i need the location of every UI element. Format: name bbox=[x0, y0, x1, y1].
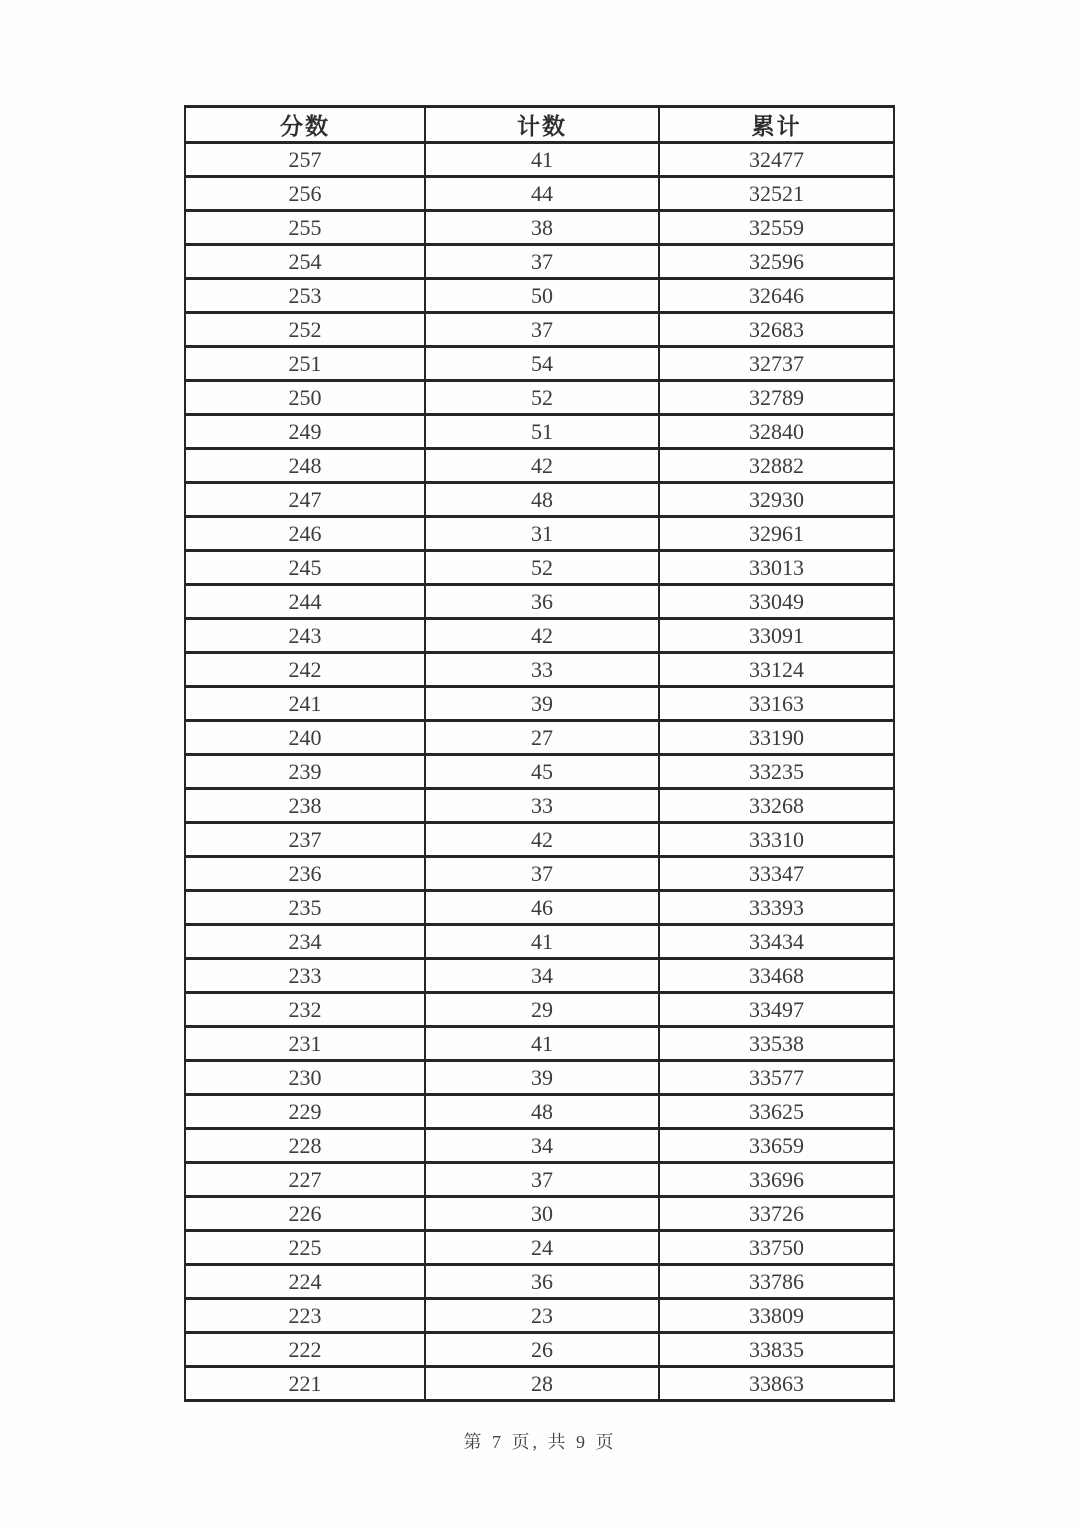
table-row bbox=[185, 551, 894, 585]
count-cell: 42 bbox=[425, 823, 659, 857]
score-cell: 231 bbox=[185, 1027, 425, 1061]
count-cell: 34 bbox=[425, 959, 659, 993]
score-cell: 221 bbox=[185, 1367, 425, 1401]
count-cell: 45 bbox=[425, 755, 659, 789]
count-cell: 50 bbox=[425, 279, 659, 313]
table-row bbox=[185, 1061, 894, 1095]
table-row bbox=[185, 891, 894, 925]
cumulative-cell: 33863 bbox=[659, 1367, 894, 1401]
header-score: 分数 bbox=[185, 107, 425, 143]
table-row bbox=[185, 313, 894, 347]
cumulative-cell: 32477 bbox=[659, 143, 894, 177]
cumulative-cell: 32930 bbox=[659, 483, 894, 517]
table-row bbox=[185, 1197, 894, 1231]
table-row bbox=[185, 347, 894, 381]
count-cell: 36 bbox=[425, 585, 659, 619]
cumulative-cell: 33786 bbox=[659, 1265, 894, 1299]
cumulative-cell: 33268 bbox=[659, 789, 894, 823]
count-cell: 51 bbox=[425, 415, 659, 449]
score-cell: 223 bbox=[185, 1299, 425, 1333]
table-row bbox=[185, 1367, 894, 1401]
score-cell: 257 bbox=[185, 143, 425, 177]
score-cell: 241 bbox=[185, 687, 425, 721]
score-cell: 253 bbox=[185, 279, 425, 313]
count-cell: 52 bbox=[425, 381, 659, 415]
score-cell: 224 bbox=[185, 1265, 425, 1299]
score-cell: 248 bbox=[185, 449, 425, 483]
header-cumulative: 累计 bbox=[659, 107, 894, 143]
table-row bbox=[185, 959, 894, 993]
score-cell: 254 bbox=[185, 245, 425, 279]
score-cell: 240 bbox=[185, 721, 425, 755]
cumulative-cell: 33163 bbox=[659, 687, 894, 721]
count-cell: 26 bbox=[425, 1333, 659, 1367]
table-row bbox=[185, 1299, 894, 1333]
cumulative-cell: 33434 bbox=[659, 925, 894, 959]
count-cell: 27 bbox=[425, 721, 659, 755]
table-row bbox=[185, 177, 894, 211]
table-row bbox=[185, 1129, 894, 1163]
cumulative-cell: 33124 bbox=[659, 653, 894, 687]
cumulative-cell: 32840 bbox=[659, 415, 894, 449]
count-cell: 41 bbox=[425, 143, 659, 177]
score-cell: 236 bbox=[185, 857, 425, 891]
count-cell: 30 bbox=[425, 1197, 659, 1231]
cumulative-cell: 33468 bbox=[659, 959, 894, 993]
table-row bbox=[185, 483, 894, 517]
table-body bbox=[185, 143, 894, 1401]
table-row bbox=[185, 993, 894, 1027]
count-cell: 28 bbox=[425, 1367, 659, 1401]
score-cell: 237 bbox=[185, 823, 425, 857]
count-cell: 41 bbox=[425, 1027, 659, 1061]
table-row bbox=[185, 211, 894, 245]
score-cell: 249 bbox=[185, 415, 425, 449]
cumulative-cell: 32961 bbox=[659, 517, 894, 551]
table-row bbox=[185, 517, 894, 551]
cumulative-cell: 33835 bbox=[659, 1333, 894, 1367]
table-row bbox=[185, 755, 894, 789]
count-cell: 48 bbox=[425, 483, 659, 517]
count-cell: 42 bbox=[425, 619, 659, 653]
score-cell: 226 bbox=[185, 1197, 425, 1231]
count-cell: 29 bbox=[425, 993, 659, 1027]
count-cell: 37 bbox=[425, 245, 659, 279]
cumulative-cell: 33190 bbox=[659, 721, 894, 755]
table-row bbox=[185, 585, 894, 619]
table-row bbox=[185, 449, 894, 483]
table-row bbox=[185, 687, 894, 721]
score-cell: 225 bbox=[185, 1231, 425, 1265]
table-row bbox=[185, 381, 894, 415]
score-cell: 246 bbox=[185, 517, 425, 551]
table-row bbox=[185, 653, 894, 687]
cumulative-cell: 33809 bbox=[659, 1299, 894, 1333]
cumulative-cell: 32789 bbox=[659, 381, 894, 415]
header-count: 计数 bbox=[425, 107, 659, 143]
score-cell: 229 bbox=[185, 1095, 425, 1129]
cumulative-cell: 33659 bbox=[659, 1129, 894, 1163]
count-cell: 31 bbox=[425, 517, 659, 551]
score-cell: 255 bbox=[185, 211, 425, 245]
cumulative-cell: 33577 bbox=[659, 1061, 894, 1095]
score-cell: 230 bbox=[185, 1061, 425, 1095]
score-cell: 239 bbox=[185, 755, 425, 789]
page-number-footer: 第 7 页, 共 9 页 bbox=[463, 1432, 617, 1452]
cumulative-cell: 32646 bbox=[659, 279, 894, 313]
table-row bbox=[185, 721, 894, 755]
count-cell: 39 bbox=[425, 687, 659, 721]
count-cell: 37 bbox=[425, 313, 659, 347]
cumulative-cell: 33091 bbox=[659, 619, 894, 653]
table-header-row bbox=[185, 107, 894, 143]
score-cell: 251 bbox=[185, 347, 425, 381]
score-cell: 232 bbox=[185, 993, 425, 1027]
count-cell: 39 bbox=[425, 1061, 659, 1095]
table-row bbox=[185, 1333, 894, 1367]
count-cell: 41 bbox=[425, 925, 659, 959]
table-row bbox=[185, 1095, 894, 1129]
count-cell: 38 bbox=[425, 211, 659, 245]
cumulative-cell: 32559 bbox=[659, 211, 894, 245]
score-cell: 233 bbox=[185, 959, 425, 993]
cumulative-cell: 33497 bbox=[659, 993, 894, 1027]
table-row bbox=[185, 1027, 894, 1061]
cumulative-cell: 32521 bbox=[659, 177, 894, 211]
table-row bbox=[185, 1265, 894, 1299]
count-cell: 52 bbox=[425, 551, 659, 585]
cumulative-cell: 33235 bbox=[659, 755, 894, 789]
cumulative-cell: 33393 bbox=[659, 891, 894, 925]
count-cell: 37 bbox=[425, 1163, 659, 1197]
cumulative-cell: 33538 bbox=[659, 1027, 894, 1061]
cumulative-cell: 33726 bbox=[659, 1197, 894, 1231]
table-row bbox=[185, 925, 894, 959]
count-cell: 54 bbox=[425, 347, 659, 381]
cumulative-cell: 33696 bbox=[659, 1163, 894, 1197]
cumulative-cell: 33049 bbox=[659, 585, 894, 619]
score-cell: 242 bbox=[185, 653, 425, 687]
count-cell: 36 bbox=[425, 1265, 659, 1299]
cumulative-cell: 33013 bbox=[659, 551, 894, 585]
score-cell: 244 bbox=[185, 585, 425, 619]
cumulative-cell: 32683 bbox=[659, 313, 894, 347]
count-cell: 33 bbox=[425, 653, 659, 687]
count-cell: 37 bbox=[425, 857, 659, 891]
count-cell: 48 bbox=[425, 1095, 659, 1129]
score-cell: 252 bbox=[185, 313, 425, 347]
table-row bbox=[185, 1231, 894, 1265]
table-row bbox=[185, 143, 894, 177]
score-cell: 222 bbox=[185, 1333, 425, 1367]
table-row bbox=[185, 1163, 894, 1197]
score-distribution-table bbox=[184, 105, 895, 1402]
cumulative-cell: 32737 bbox=[659, 347, 894, 381]
cumulative-cell: 33750 bbox=[659, 1231, 894, 1265]
count-cell: 46 bbox=[425, 891, 659, 925]
score-cell: 250 bbox=[185, 381, 425, 415]
count-cell: 44 bbox=[425, 177, 659, 211]
count-cell: 33 bbox=[425, 789, 659, 823]
count-cell: 34 bbox=[425, 1129, 659, 1163]
table-row bbox=[185, 245, 894, 279]
cumulative-cell: 32596 bbox=[659, 245, 894, 279]
score-cell: 256 bbox=[185, 177, 425, 211]
score-cell: 235 bbox=[185, 891, 425, 925]
cumulative-cell: 32882 bbox=[659, 449, 894, 483]
table-row bbox=[185, 823, 894, 857]
table-row bbox=[185, 619, 894, 653]
count-cell: 24 bbox=[425, 1231, 659, 1265]
table-row bbox=[185, 279, 894, 313]
table-row bbox=[185, 415, 894, 449]
table-row bbox=[185, 857, 894, 891]
score-cell: 247 bbox=[185, 483, 425, 517]
score-cell: 227 bbox=[185, 1163, 425, 1197]
count-cell: 42 bbox=[425, 449, 659, 483]
cumulative-cell: 33347 bbox=[659, 857, 894, 891]
score-cell: 243 bbox=[185, 619, 425, 653]
table-row bbox=[185, 789, 894, 823]
score-cell: 238 bbox=[185, 789, 425, 823]
count-cell: 23 bbox=[425, 1299, 659, 1333]
cumulative-cell: 33625 bbox=[659, 1095, 894, 1129]
score-cell: 234 bbox=[185, 925, 425, 959]
score-cell: 228 bbox=[185, 1129, 425, 1163]
cumulative-cell: 33310 bbox=[659, 823, 894, 857]
score-cell: 245 bbox=[185, 551, 425, 585]
